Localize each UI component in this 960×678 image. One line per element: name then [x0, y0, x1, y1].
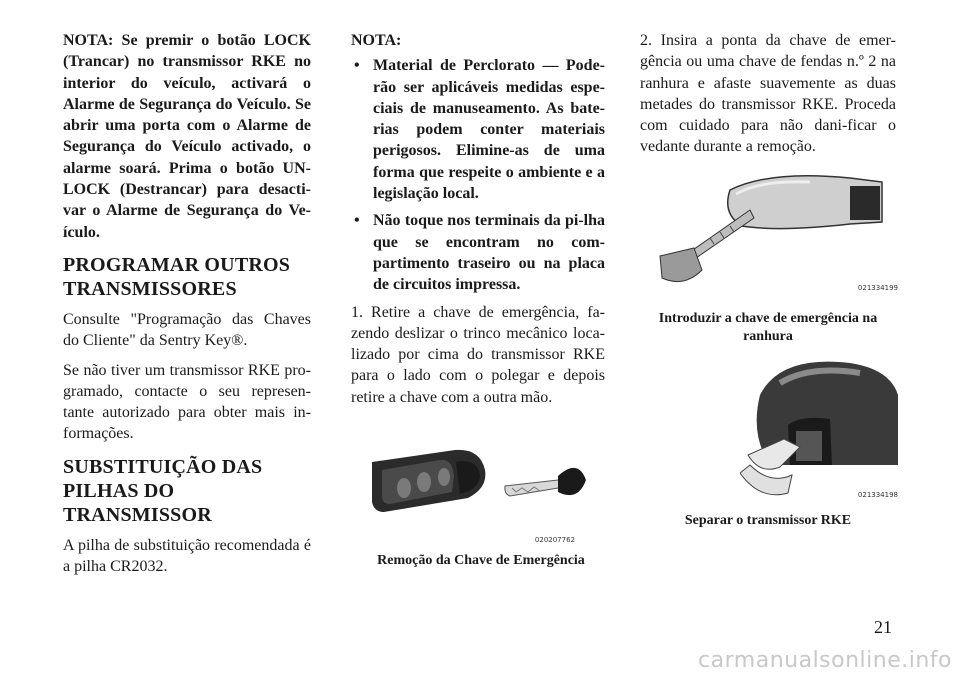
para-se-nao: Se não tiver um transmissor RKE pro-gramado, contacte o seu represen-tante autorizado para obter mais in-formações. [63, 361, 311, 443]
nota-bullet-list [351, 55, 605, 295]
right-column [640, 30, 896, 158]
bullet-item-perclorato [351, 55, 605, 204]
figure-caption-separate-transmitter: Separar o transmissor RKE [684, 513, 852, 528]
heading-programar-line2: TRANSMISSORES [63, 277, 237, 300]
page-number: 21 [874, 617, 892, 637]
watermark: carmanualsonline.info [698, 648, 952, 673]
figure-insert-key-slot [650, 160, 900, 308]
step-2-paragraph: 2. Insira a ponta da chave de emer-gência ou uma chave de fendas n.º 2 na ranhura e afaste suavemente as duas metades do transmissor RKE. Proceda com cuidado para não dani-ficar o vedante durante a remoção. [640, 32, 896, 156]
bullet-icon: • [354, 57, 360, 75]
separate-transmitter-illustration [740, 355, 900, 501]
insert-key-illustration [650, 160, 900, 308]
figure-caption-line1: Introduzir a chave de emergência na [658, 311, 878, 326]
bullet-text: Não toque nos terminais da pi-lha que se encontram no com-partimento traseiro ou na placa de circuitos impressa. [373, 212, 605, 294]
step-1-paragraph: 1. Retire a chave de emergência, fa-zendo deslizar o trinco mecânico loca-lizado por cima do transmissor RKE para o lado com o polegar e depois retire a chave com a outra mão. [351, 303, 605, 406]
middle-column [351, 30, 605, 408]
figure-separate-transmitter [740, 355, 900, 501]
figure-emergency-key-removal [360, 440, 612, 548]
heading-programar [63, 253, 311, 301]
figure-code: 021334198 [857, 491, 898, 499]
figure-caption-insert-key [635, 310, 901, 346]
heading-programar-line1: PROGRAMAR OUTROS [63, 253, 291, 276]
nota-rke-paragraph: NOTA: Se premir o botão LOCK (Trancar) no transmissor RKE no interior do veículo, activará o Alarme de Segurança do Veículo. Se abrir uma porta com o Alarme de Segurança do Veículo activado, o alarme soará. Prima o botão UN-LOCK (Destrancar) para desacti-var o Alarme de Segurança do Ve-ículo. [63, 32, 311, 241]
figure-code: 021334199 [857, 284, 898, 292]
bullet-item-terminais [351, 210, 605, 295]
para-consulte: Consulte "Programação das Chaves do Cliente" da Sentry Key®. [63, 310, 311, 350]
para-pilha: A pilha de substituição recomendada é a pilha CR2032. [63, 536, 311, 576]
figure-code: 020207762 [534, 536, 575, 544]
heading-substituicao-line2: PILHAS DO TRANSMISSOR [63, 479, 212, 526]
left-column [63, 30, 311, 577]
bullet-icon: • [354, 212, 360, 230]
fob-and-key-illustration [360, 440, 612, 548]
heading-substituicao [63, 455, 311, 527]
figure-caption-emergency-key: Remoção da Chave de Emergência [377, 553, 585, 568]
figure-caption-line2: ranhura [743, 329, 793, 344]
nota-label: NOTA: [351, 32, 402, 49]
bullet-text: Material de Perclorato — Pode-rão ser aplicáveis medidas espe-ciais de manuseamento. As bate-rias podem conter materiais perigosos. Elimine-as de uma forma que respeite o ambiente e a legislação local. [373, 57, 605, 203]
heading-substituicao-line1: SUBSTITUIÇÃO DAS [63, 455, 263, 478]
